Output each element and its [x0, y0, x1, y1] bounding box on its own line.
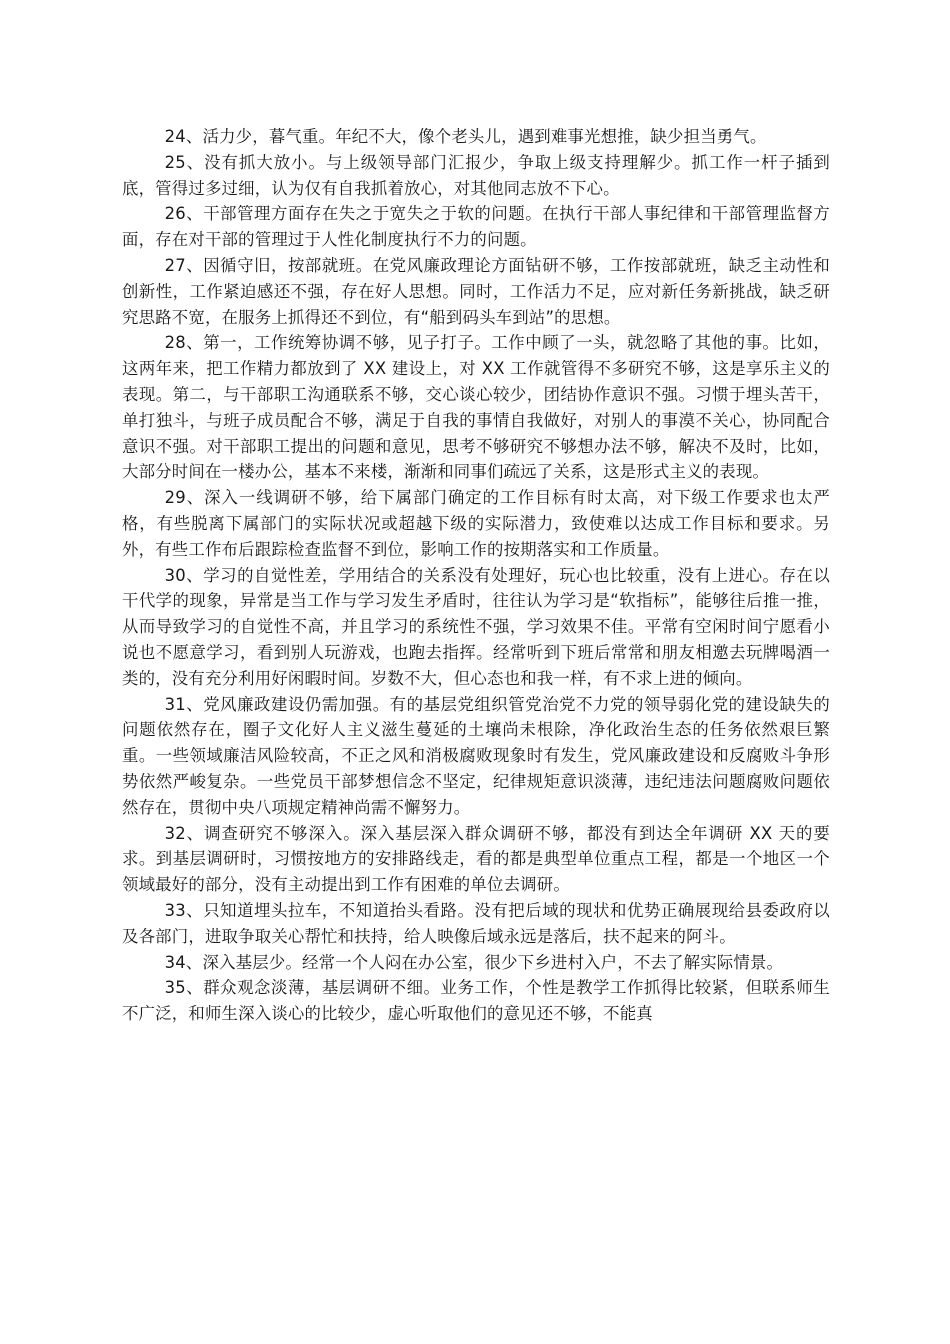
paragraph-25: 25、没有抓大放小。与上级领导部门汇报少，争取上级支持理解少。抓工作一杆子插到底，管得过多过细，认为仅有自我抓着放心，对其他同志放不下心。: [122, 152, 830, 198]
paragraph-31: 31、党风廉政建设仍需加强。有的基层党组织管党治党不力党的领导弱化党的建设缺失的问题依然存在，圈子文化好人主义滋生蔓延的土壤尚未根除，净化政治生态的任务依然艰巨繁重。一些领域廉洁风险较高，不正之风和消极腐败现象时有发生，党风廉政建设和反腐败斗争形势依然严峻复杂。一些党员干部梦想信念不坚定，纪律规矩意识淡薄，违纪违法问题腐败问题依然存在，贯彻中央八项规定精神尚需不懈努力。: [122, 694, 830, 817]
paragraph-30: 30、学习的自觉性差，学用结合的关系没有处理好，玩心也比较重，没有上进心。存在以干代学的现象，异常是当工作与学习发生矛盾时，往往认为学习是“软指标”，能够往后推一推，从而导致学习的自觉性不高，并且学习的系统性不强，学习效果不佳。平常有空闲时间宁愿看小说也不愿意学习，看到别人玩游戏，也跑去指挥。经常听到下班后常常和朋友相邀去玩牌喝酒一类的，没有充分利用好闲暇时间。岁数不大，但心态也和我一样，有不求上进的倾向。: [122, 565, 830, 688]
paragraph-33: 33、只知道埋头拉车，不知道抬头看路。没有把后域的现状和优势正确展现给县委政府以及各部门，进取争取关心帮忙和扶持，给人映像后域永远是落后，扶不起来的阿斗。: [122, 900, 830, 946]
paragraph-26: 26、干部管理方面存在失之于宽失之于软的问题。在执行干部人事纪律和干部管理监督方面，存在对干部的管理过于人性化制度执行不力的问题。: [122, 204, 830, 250]
paragraph-28: 28、第一，工作统筹协调不够，见子打子。工作中顾了一头，就忽略了其他的事。比如，这两年来，把工作精力都放到了 XX 建设上，对 XX 工作就管得不多研究不够，这是享乐主义的表现。第二，与干部职工沟通联系不够，交心谈心较少，团结协作意识不强。习惯于埋头苦干，单打独斗，与班子成员配合不够，满足于自我的事情自我做好，对别人的事漠不关心，协同配合意识不强。对干部职工提出的问题和意见，思考不够研究不够想办法不够，解决不及时，比如，大部分时间在一楼办公，基本不来楼，渐渐和同事们疏远了关系，这是形式主义的表现。: [122, 333, 830, 482]
paragraph-34: 34、深入基层少。经常一个人闷在办公室，很少下乡进村入户，不去了解实际情景。: [164, 952, 784, 972]
paragraph-35: 35、群众观念淡薄，基层调研不细。业务工作，个性是教学工作抓得比较紧，但联系师生不广泛，和师生深入谈心的比较少，虚心听取他们的意见还不够，不能真: [122, 978, 830, 1024]
paragraph-29: 29、深入一线调研不够，给下属部门确定的工作目标有时太高，对下级工作要求也太严格，有些脱离下属部门的实际状况或超越下级的实际潜力，致使难以达成工作目标和要求。另外，有些工作布后跟踪检查监督不到位，影响工作的按期落实和工作质量。: [122, 488, 830, 559]
paragraph-24: 24、活力少，暮气重。年纪不大，像个老头儿，遇到难事光想推，缺少担当勇气。: [164, 127, 767, 146]
document-body: [122, 124, 830, 1027]
paragraph-32: 32、调查研究不够深入。深入基层深入群众调研不够，都没有到达全年调研 XX 天的要求。到基层调研时，习惯按地方的安排路线走，看的都是典型单位重点工程，都是一个地区一个领域最好的部分，没有主动提出到工作有困难的单位去调研。: [122, 823, 830, 895]
paragraph-27: 27、因循守旧，按部就班。在党风廉政理论方面钻研不够，工作按部就班，缺乏主动性和创新性，工作紧迫感还不强，存在好人思想。同时，工作活力不足，应对新任务新挑战，缺乏研究思路不宽，在服务上抓得还不到位，有“船到码头车到站”的思想。: [122, 255, 830, 327]
